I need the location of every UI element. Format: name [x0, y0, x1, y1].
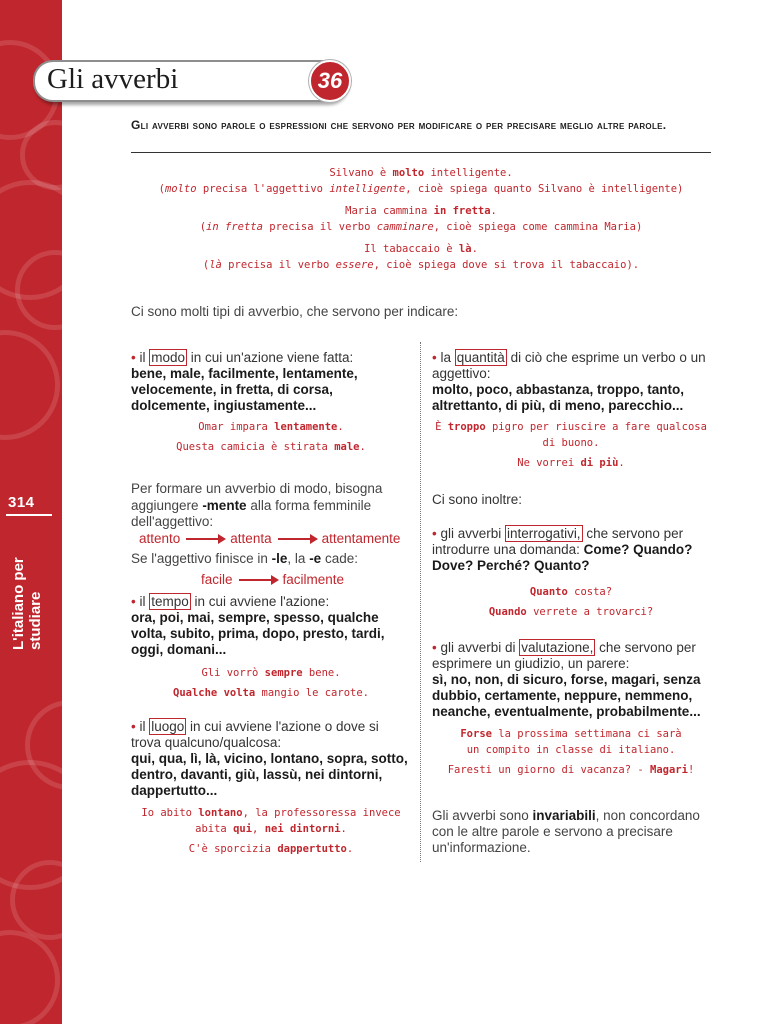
section-inoltre: Ci sono inoltre: [432, 492, 523, 507]
section-luogo: • il luogo in cui avviene l'azione o dove si trova qualcuno/qualcosa: qui, qua, lì, là, vicino, lontano, sopra, sotto, dentro, davanti, giù, lassù, nei dintorni, dappertutto... Io abito lontano, la professoressa invece abita qui, nei dintorni. C'è sporcizia dappertutto. [131, 719, 408, 855]
intro-divider [131, 152, 711, 153]
lead-text: Ci sono molti tipi di avverbio, che servono per indicare: [131, 304, 459, 319]
example-3-explanation: (là precisa il verbo essere, cioè spiega dove si trova il tabaccaio). [202, 259, 640, 271]
top-examples [131, 165, 711, 273]
side-band [0, 0, 62, 1024]
section-interrogativi: • gli avverbi interrogativi, che servono per introdurre una domanda: Come? Quando? Dove? Perché? Quanto? Quanto costa? Quando verrete a trovarci? [432, 526, 693, 618]
section-valutazione: • gli avverbi di valutazione, che servono per esprimere un giudizio, un parere: sì, no, non, di sicuro, forse, magari, senza dubbio, certamente, neppure, nemmeno, neanche, eventualmente, probabilmente... Forse la prossima settimana ci sarà un compito in classe di italiano. Faresti un giorno di vacanza? - Magari! [432, 640, 701, 776]
intro-definition: Gli avverbi sono parole o espressioni che servono per modificare o per precisare meglio altre parole. [131, 118, 667, 132]
chapter-badge: 36 [309, 60, 351, 102]
section-quantita: • la quantità di ciò che esprime un verbo o un aggettivo: molto, poco, abbastanza, troppo, tanto, altrettanto, di più, di meno, parecchio... È troppo pigro per riuscire a fare qualcosa di buono. Ne vorrei di più. [432, 350, 707, 469]
section-final: Gli avverbi sono invariabili, non concordano con le altre parole e servono a precisare un'informazione. [432, 808, 700, 855]
page-title: Gli avverbi [47, 63, 179, 95]
page-number-rule [6, 514, 52, 516]
example-1-explanation: (molto precisa l'aggettivo intelligente, cioè spiega quanto Silvano è intelligente) [158, 183, 684, 195]
title-box [33, 60, 347, 102]
example-2: Maria cammina in fretta. [345, 205, 497, 217]
section-tempo: • il tempo in cui avviene l'azione: ora, poi, mai, sempre, spesso, qualche volta, subito, prima, dopo, presto, tardi, oggi, domani... Gli vorrò sempre bene. Qualche volta mangio le carote. [131, 594, 385, 699]
side-label: L'italiano per studiare [10, 557, 44, 650]
example-2-explanation: (in fretta precisa il verbo camminare, cioè spiega come cammina Maria) [199, 221, 643, 233]
page-number: 314 [8, 494, 35, 511]
example-1: Silvano è molto intelligente. [329, 167, 513, 179]
section-formazione: Per formare un avverbio di modo, bisogna aggiungere -mente alla forma femminile dell'aggettivo: attento attenta attentamente Se l'aggettivo finisce in -le, la -e cade: facile facilmente [131, 481, 401, 587]
column-divider [420, 342, 421, 862]
example-3: Il tabaccaio è là. [364, 243, 478, 255]
section-modo: • il modo in cui un'azione viene fatta: bene, male, facilmente, lentamente, velocemente, in fretta, di corsa, dolcemente, ingiustamente... Omar impara lentamente. Questa camicia è stirata male. [131, 350, 366, 453]
